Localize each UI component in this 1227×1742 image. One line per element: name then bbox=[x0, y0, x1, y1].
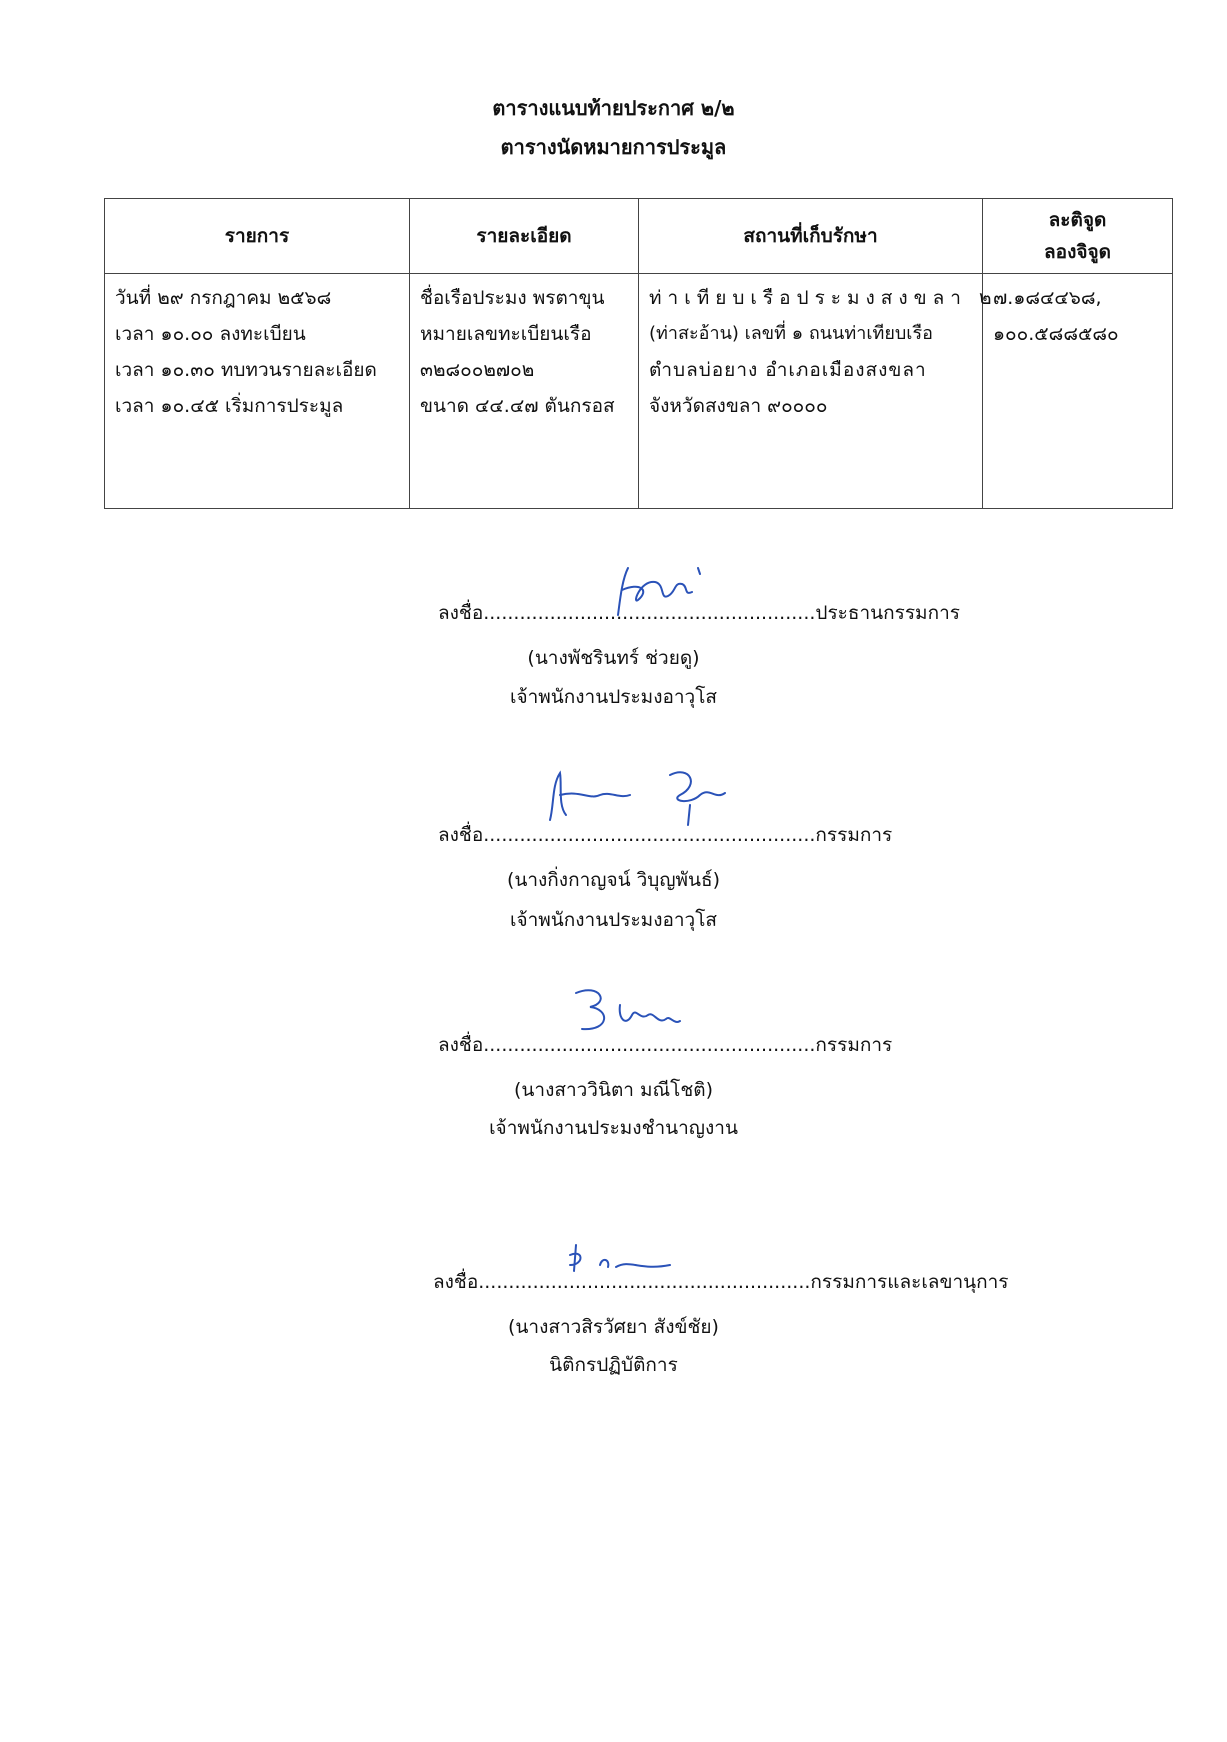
signatory-name: (นางสาววินิตา มณีโชติ) bbox=[514, 1079, 713, 1101]
cell-text: ขนาด ๔๔.๔๗ ตันกรอส bbox=[420, 395, 615, 417]
cell-text: เวลา ๑๐.๔๕ เริ่มการประมูล bbox=[115, 395, 344, 417]
cell-text: ตำบลบ่อยาง อำเภอเมืองสงขลา bbox=[649, 359, 927, 381]
cell-text: เวลา ๑๐.๓๐ ทบทวนรายละเอียด bbox=[115, 359, 377, 381]
cell-text: (ท่าสะอ้าน) เลขที่ ๑ ถนนท่าเทียบเรือ bbox=[649, 323, 933, 344]
signatory-position: เจ้าพนักงานประมงอาวุโส bbox=[509, 686, 718, 708]
cell-text: จังหวัดสงขลา ๙๐๐๐๐ bbox=[649, 395, 828, 417]
cell-coordinates bbox=[983, 274, 1173, 509]
cell-vessel-details bbox=[410, 274, 639, 509]
table-header-row bbox=[105, 199, 1173, 274]
document-title: ตารางแนบท้ายประกาศ ๒/๒ bbox=[492, 96, 735, 120]
header-text: รายการ bbox=[224, 225, 290, 247]
table-row bbox=[105, 274, 1173, 509]
cell-text: ๓๒๘๐๐๒๗๐๒ bbox=[420, 359, 535, 381]
cell-text: เวลา ๑๐.๐๐ ลงทะเบียน bbox=[115, 323, 306, 345]
signature-line: ลงชื่อ.......................................................กรรมการและเลขานุการ bbox=[433, 1271, 1009, 1293]
cell-text: หมายเลขทะเบียนเรือ bbox=[420, 323, 592, 345]
signatory-name: (นางพัชรินทร์ ช่วยดู) bbox=[527, 647, 700, 669]
cell-storage-location bbox=[639, 274, 998, 509]
header-text: สถานที่เก็บรักษา bbox=[743, 225, 878, 247]
document-subtitle: ตารางนัดหมายการประมูล bbox=[500, 135, 727, 159]
cell-text: ๗.๑๘๔๔๖๘, bbox=[993, 287, 1102, 309]
cell-schedule bbox=[105, 274, 410, 509]
header-coordinates bbox=[983, 199, 1173, 274]
header-item bbox=[105, 199, 410, 274]
header-text: ละติจูด bbox=[1048, 209, 1107, 231]
signatory-position: นิติกรปฏิบัติการ bbox=[549, 1354, 678, 1376]
cell-text: ๑๐๐.๕๘๘๕๘๐ bbox=[993, 323, 1119, 345]
cell-text: ชื่อเรือประมง พรตาขุน bbox=[420, 287, 605, 309]
signatory-position: เจ้าพนักงานประมงชำนาญงาน bbox=[489, 1117, 738, 1139]
cell-text: วันที่ ๒๙ กรกฎาคม ๒๕๖๘ bbox=[115, 287, 332, 309]
signature-line: ลงชื่อ.......................................................กรรมการ bbox=[438, 1034, 893, 1056]
signatory-position: เจ้าพนักงานประมงอาวุโส bbox=[509, 909, 718, 931]
header-text: ลองจิจูด bbox=[1044, 241, 1111, 263]
signatory-name: (นางกิ่งกาญจน์ วิบุญพันธ์) bbox=[506, 869, 721, 891]
auction-schedule-table bbox=[104, 198, 1173, 509]
cell-text: ท่าเทียบเรือประมงสงขลา ๒ bbox=[649, 287, 998, 309]
header-details bbox=[410, 199, 639, 274]
signature-line: ลงชื่อ.......................................................ประธานกรรมการ bbox=[438, 602, 960, 624]
header-text: รายละเอียด bbox=[476, 225, 572, 247]
header-location bbox=[639, 199, 983, 274]
signatory-name: (นางสาวสิรวัศยา สังข์ชัย) bbox=[508, 1316, 719, 1338]
signature-line: ลงชื่อ.......................................................กรรมการ bbox=[438, 824, 893, 846]
